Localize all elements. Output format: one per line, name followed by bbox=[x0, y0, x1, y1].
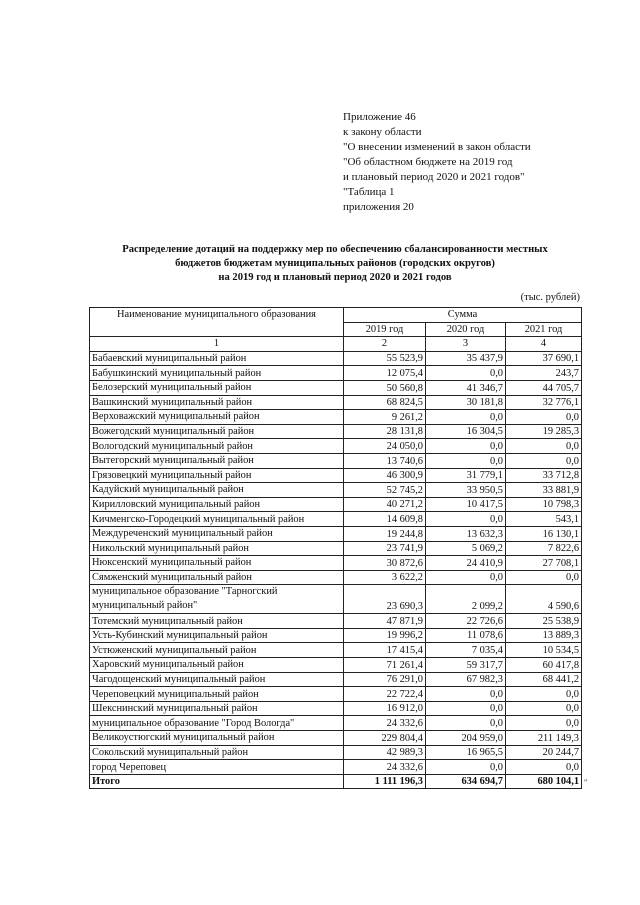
amount-cell: 0,0 bbox=[426, 716, 506, 731]
amount-cell: 204 959,0 bbox=[426, 731, 506, 746]
amount-cell: 24 050,0 bbox=[344, 439, 426, 454]
amount-cell: 3 622,2 bbox=[344, 570, 426, 585]
amount-cell: 24 332,6 bbox=[344, 760, 426, 775]
amount-cell: 20 244,7 bbox=[506, 745, 582, 760]
appendix-line: и плановый период 2020 и 2021 годов" bbox=[343, 171, 525, 183]
amount-cell: 13 632,3 bbox=[426, 526, 506, 541]
municipality-name: Вологодский муниципальный район bbox=[90, 439, 344, 454]
municipality-name: Кичменгско-Городецкий муниципальный район bbox=[90, 512, 344, 527]
table-row bbox=[90, 366, 582, 381]
table-row bbox=[90, 643, 582, 658]
municipality-name: Шекснинский муниципальный район bbox=[90, 701, 344, 716]
amount-cell: 32 776,1 bbox=[506, 395, 582, 410]
table-row bbox=[90, 731, 582, 746]
amount-cell: 10 798,3 bbox=[506, 497, 582, 512]
table-row bbox=[90, 483, 582, 498]
column-number: 1 bbox=[90, 337, 344, 352]
table-row bbox=[90, 716, 582, 731]
table-row bbox=[90, 512, 582, 527]
amount-cell: 16 912,0 bbox=[344, 701, 426, 716]
municipality-name: Кирилловский муниципальный район bbox=[90, 497, 344, 512]
amount-cell: 17 415,4 bbox=[344, 643, 426, 658]
amount-cell: 23 741,9 bbox=[344, 541, 426, 556]
table-row bbox=[90, 424, 582, 439]
table-row bbox=[90, 380, 582, 395]
amount-cell: 680 104,1 bbox=[506, 774, 582, 789]
amount-cell: 4 590,6 bbox=[506, 585, 582, 614]
table-row bbox=[90, 658, 582, 673]
amount-cell: 7 822,6 bbox=[506, 541, 582, 556]
municipality-name: Итого bbox=[90, 774, 344, 789]
municipality-name: Кадуйский муниципальный район bbox=[90, 483, 344, 498]
amount-cell: 46 300,9 bbox=[344, 468, 426, 483]
appendix-line: Приложение 46 bbox=[343, 111, 416, 123]
amount-cell: 16 304,5 bbox=[426, 424, 506, 439]
appendix-header bbox=[343, 110, 531, 215]
amount-cell: 42 989,3 bbox=[344, 745, 426, 760]
amount-cell: 30 181,8 bbox=[426, 395, 506, 410]
amount-cell: 0,0 bbox=[506, 701, 582, 716]
amount-cell: 0,0 bbox=[426, 512, 506, 527]
amount-cell: 22 722,4 bbox=[344, 687, 426, 702]
amount-cell: 71 261,4 bbox=[344, 658, 426, 673]
amount-cell: 33 712,8 bbox=[506, 468, 582, 483]
amount-cell: 55 523,9 bbox=[344, 351, 426, 366]
amount-cell: 1 111 196,3 bbox=[344, 774, 426, 789]
municipality-name: Междуреченский муниципальный район bbox=[90, 526, 344, 541]
amount-cell: 23 690,3 bbox=[344, 585, 426, 614]
closing-quote: " bbox=[584, 778, 588, 787]
column-number: 2 bbox=[344, 337, 426, 352]
table-row bbox=[90, 672, 582, 687]
table-row bbox=[90, 760, 582, 775]
amount-cell: 24 332,6 bbox=[344, 716, 426, 731]
municipality-name: Сокольский муниципальный район bbox=[90, 745, 344, 760]
appendix-line: "О внесении изменений в закон области bbox=[343, 141, 531, 153]
municipality-name: Бабаевский муниципальный район bbox=[90, 351, 344, 366]
amount-cell: 243,7 bbox=[506, 366, 582, 381]
amount-cell: 0,0 bbox=[426, 701, 506, 716]
amount-cell: 37 690,1 bbox=[506, 351, 582, 366]
amount-cell: 44 705,7 bbox=[506, 380, 582, 395]
amount-cell: 0,0 bbox=[426, 760, 506, 775]
amount-cell: 16 965,5 bbox=[426, 745, 506, 760]
municipality-name: Харовский муниципальный район bbox=[90, 658, 344, 673]
title-line: бюджетов бюджетам муниципальных районов (городских округов) bbox=[175, 258, 495, 269]
column-number: 4 bbox=[506, 337, 582, 352]
municipality-name: Белозерский муниципальный район bbox=[90, 380, 344, 395]
municipality-name: муниципальное образование "Тарногский муниципальный район" bbox=[90, 585, 344, 614]
amount-cell: 47 871,9 bbox=[344, 614, 426, 629]
amount-cell: 0,0 bbox=[506, 687, 582, 702]
municipality-name: Сямженский муниципальный район bbox=[90, 570, 344, 585]
municipality-name: Устюженский муниципальный район bbox=[90, 643, 344, 658]
table-row bbox=[90, 556, 582, 571]
amount-cell: 7 035,4 bbox=[426, 643, 506, 658]
amount-cell: 33 881,9 bbox=[506, 483, 582, 498]
total-row bbox=[90, 774, 582, 789]
amount-cell: 24 410,9 bbox=[426, 556, 506, 571]
amount-cell: 40 271,2 bbox=[344, 497, 426, 512]
amount-cell: 19 244,8 bbox=[344, 526, 426, 541]
amount-cell: 76 291,0 bbox=[344, 672, 426, 687]
amount-cell: 50 560,8 bbox=[344, 380, 426, 395]
amount-cell: 0,0 bbox=[426, 439, 506, 454]
amount-cell: 22 726,6 bbox=[426, 614, 506, 629]
amount-cell: 19 285,3 bbox=[506, 424, 582, 439]
municipality-name: муниципальное образование "Город Вологда" bbox=[90, 716, 344, 731]
amount-cell: 10 534,5 bbox=[506, 643, 582, 658]
municipality-name: Вашкинский муниципальный район bbox=[90, 395, 344, 410]
amount-cell: 9 261,2 bbox=[344, 410, 426, 425]
municipality-name: Никольский муниципальный район bbox=[90, 541, 344, 556]
header-name: Наименование муниципального образования bbox=[90, 308, 344, 337]
amount-cell: 5 069,2 bbox=[426, 541, 506, 556]
amount-cell: 31 779,1 bbox=[426, 468, 506, 483]
municipality-name: Вожегодский муниципальный район bbox=[90, 424, 344, 439]
amount-cell: 25 538,9 bbox=[506, 614, 582, 629]
amount-cell: 60 417,8 bbox=[506, 658, 582, 673]
municipality-name: Великоустюгский муниципальный район bbox=[90, 731, 344, 746]
units-label: (тыс. рублей) bbox=[520, 292, 580, 303]
appendix-line: к закону области bbox=[343, 126, 422, 138]
table-row bbox=[90, 585, 582, 614]
amount-cell: 19 996,2 bbox=[344, 628, 426, 643]
municipality-name: Грязовецкий муниципальный район bbox=[90, 468, 344, 483]
amount-cell: 12 075,4 bbox=[344, 366, 426, 381]
title-line: Распределение дотаций на поддержку мер по обеспечению сбалансированности местных bbox=[122, 244, 548, 255]
amount-cell: 27 708,1 bbox=[506, 556, 582, 571]
appendix-line: приложения 20 bbox=[343, 201, 414, 213]
appendix-line: "Таблица 1 bbox=[343, 186, 395, 198]
amount-cell: 0,0 bbox=[506, 410, 582, 425]
amount-cell: 10 417,5 bbox=[426, 497, 506, 512]
table-row bbox=[90, 497, 582, 512]
amount-cell: 0,0 bbox=[426, 570, 506, 585]
municipality-name: Верховажский муниципальный район bbox=[90, 410, 344, 425]
table-row bbox=[90, 570, 582, 585]
municipality-name: Чагодощенский муниципальный район bbox=[90, 672, 344, 687]
amount-cell: 0,0 bbox=[506, 716, 582, 731]
amount-cell: 211 149,3 bbox=[506, 731, 582, 746]
table-row bbox=[90, 439, 582, 454]
header-year: 2020 год bbox=[426, 322, 506, 337]
amount-cell: 33 950,5 bbox=[426, 483, 506, 498]
amount-cell: 67 982,3 bbox=[426, 672, 506, 687]
header-sum: Сумма bbox=[344, 308, 582, 323]
table-row bbox=[90, 745, 582, 760]
municipality-name: Нюксенский муниципальный район bbox=[90, 556, 344, 571]
amount-cell: 35 437,9 bbox=[426, 351, 506, 366]
amount-cell: 0,0 bbox=[506, 453, 582, 468]
municipality-name: город Череповец bbox=[90, 760, 344, 775]
amount-cell: 41 346,7 bbox=[426, 380, 506, 395]
amount-cell: 634 694,7 bbox=[426, 774, 506, 789]
column-number: 3 bbox=[426, 337, 506, 352]
amount-cell: 2 099,2 bbox=[426, 585, 506, 614]
table-row bbox=[90, 453, 582, 468]
table-row bbox=[90, 351, 582, 366]
amount-cell: 13 740,6 bbox=[344, 453, 426, 468]
amount-cell: 0,0 bbox=[506, 439, 582, 454]
title-line: на 2019 год и плановый период 2020 и 2021 годов bbox=[218, 272, 452, 283]
amount-cell: 0,0 bbox=[506, 570, 582, 585]
table-row bbox=[90, 410, 582, 425]
amount-cell: 30 872,6 bbox=[344, 556, 426, 571]
document-title bbox=[60, 243, 610, 285]
subsidy-table bbox=[89, 307, 582, 789]
amount-cell: 68 441,2 bbox=[506, 672, 582, 687]
table-row bbox=[90, 526, 582, 541]
amount-cell: 0,0 bbox=[506, 760, 582, 775]
amount-cell: 0,0 bbox=[426, 410, 506, 425]
amount-cell: 543,1 bbox=[506, 512, 582, 527]
amount-cell: 59 317,7 bbox=[426, 658, 506, 673]
amount-cell: 0,0 bbox=[426, 453, 506, 468]
appendix-line: "Об областном бюджете на 2019 год bbox=[343, 156, 513, 168]
header-year: 2019 год bbox=[344, 322, 426, 337]
table-row bbox=[90, 395, 582, 410]
table-row bbox=[90, 628, 582, 643]
amount-cell: 28 131,8 bbox=[344, 424, 426, 439]
municipality-name: Вытегорский муниципальный район bbox=[90, 453, 344, 468]
municipality-name: Тотемский муниципальный район bbox=[90, 614, 344, 629]
amount-cell: 229 804,4 bbox=[344, 731, 426, 746]
table-row bbox=[90, 701, 582, 716]
amount-cell: 0,0 bbox=[426, 687, 506, 702]
header-year: 2021 год bbox=[506, 322, 582, 337]
municipality-name: Бабушкинский муниципальный район bbox=[90, 366, 344, 381]
municipality-name: Череповецкий муниципальный район bbox=[90, 687, 344, 702]
table-row bbox=[90, 541, 582, 556]
amount-cell: 13 889,3 bbox=[506, 628, 582, 643]
table-row bbox=[90, 614, 582, 629]
table-row bbox=[90, 687, 582, 702]
amount-cell: 11 078,6 bbox=[426, 628, 506, 643]
table-row bbox=[90, 468, 582, 483]
amount-cell: 14 609,8 bbox=[344, 512, 426, 527]
amount-cell: 16 130,1 bbox=[506, 526, 582, 541]
amount-cell: 68 824,5 bbox=[344, 395, 426, 410]
municipality-name: Усть-Кубинский муниципальный район bbox=[90, 628, 344, 643]
amount-cell: 0,0 bbox=[426, 366, 506, 381]
amount-cell: 52 745,2 bbox=[344, 483, 426, 498]
